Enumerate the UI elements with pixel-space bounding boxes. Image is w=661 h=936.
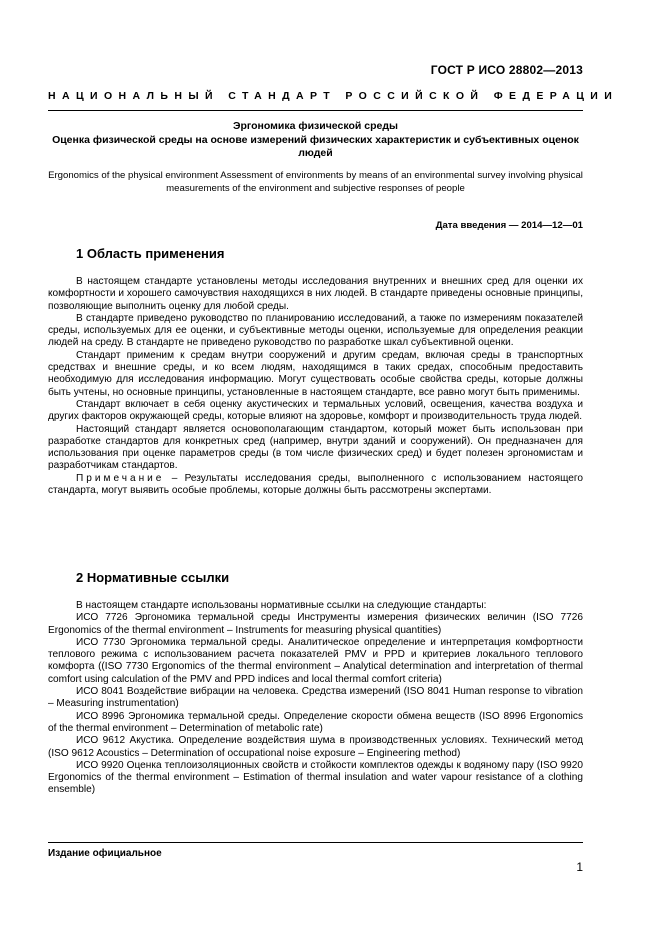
title-block	[48, 120, 583, 161]
paragraph: Настоящий стандарт является основополагающим стандартом, который может быть использован при разработке стандартов для конкретных сред (например, внутри зданий и сооружений). Он предназначен для использования при оценке параметров среды (в том числе физических сред) и будет полезен эргономистам и разработчикам стандартов.	[48, 423, 583, 472]
reference-item: ИСО 8041 Воздействие вибрации на человека. Средства измерений (ISO 8041 Human response to vibration – Measuring instrumentation)	[48, 686, 583, 710]
reference-item: ИСО 9612 Акустика. Определение воздействия шума в производственных условиях. Технический метод (ISO 9612 Acoustics – Determination of occupational noise exposure – Engineering method)	[48, 735, 583, 759]
introduction-date: Дата введения — 2014—12—01	[435, 220, 583, 231]
title-line-2: Оценка физической среды на основе измерений физических характеристик и субъективных оценок людей	[52, 133, 579, 159]
paragraph: В настоящем стандарте использованы нормативные ссылки на следующие стандарты:	[76, 600, 487, 611]
reference-item: ИСО 8996 Эргономика термальной среды. Определение скорости обмена веществ (ISO 8996 Ergonomics of the thermal environment – Determination of metabolic rate)	[48, 710, 583, 734]
title-english: Ergonomics of the physical environment Assessment of environments by means of an environmental survey involving physical measurements of the environment and subjective responses of people	[48, 170, 583, 194]
note-text: – Результаты исследования среды, выполненного с использованием настоящего стандарта, могут выявить особые проблемы, которые должны быть рассмотрены экспертами.	[48, 472, 583, 497]
page-number: 1	[576, 860, 583, 874]
document-code: ГОСТ Р ИСО 28802—2013	[430, 63, 583, 77]
header-rule	[48, 110, 583, 111]
section-2-heading: 2 Нормативные ссылки	[76, 570, 230, 585]
title-line-1: Эргономика физической среды	[233, 120, 398, 132]
paragraph: В настоящем стандарте установлены методы исследования внутренних и внешних сред для оценки их комфортности и хорошего самочувствия находящихся в них людей. В стандарте приведены основные принципы, позволяющие выполнить оценку для любой среды.	[48, 276, 583, 312]
paragraph: Стандарт включает в себя оценку акустических и термальных условий, освещения, качества воздуха и других факторов окружающей среды, которые влияют на здоровье, комфорт и производительность труда людей.	[48, 398, 583, 423]
paragraph: Стандарт применим к средам внутри сооружений и другим средам, включая среды в транспортных средствах и внешние среды, и ко всем людям, находящимся в таких средах, способным предоставить необходимую для исследования информацию. Могут существовать особые свойства среды, которые должны быть учтены, но основные принципы, установленные в настоящем стандарте, все равно могут быть применимы.	[48, 349, 583, 398]
national-standard-banner: НАЦИОНАЛЬНЫЙ СТАНДАРТ РОССИЙСКОЙ ФЕДЕРАЦИИ	[48, 90, 619, 102]
reference-item: ИСО 9920 Оценка теплоизоляционных свойств и стойкости комплектов одежды к водяному пару (ISO 9920 Ergonomics of the thermal environment – Estimation of thermal insulation and water vapour resistance of a clothing ensemble)	[48, 759, 583, 796]
reference-item: ИСО 7730 Эргономика термальной среды. Аналитическое определение и интерпретация комфортности теплового режима с использованием расчета показателей PMV и PPD и критериев локального теплового комфорта ((ISO 7730 Ergonomics of the thermal environment – Analytical determination and interpretation of thermal comfort using calculation of the PMV and PPD indices and local thermal comfort criteria)	[48, 636, 583, 685]
note-paragraph	[48, 473, 583, 498]
section-1-heading: 1 Область применения	[76, 246, 225, 261]
section-2-body	[48, 600, 583, 797]
footer-rule	[48, 842, 583, 843]
paragraph: В стандарте приведено руководство по планированию исследований, а также по измерениям показателей среды, используемых для ее оценки, и субъективные методы оценки, используемые для определения реакции людей на среду. В стандарте не приведено руководство по разработке шкал субъективной оценки.	[48, 312, 583, 349]
reference-item: ИСО 7726 Эргономика термальной среды Инструменты измерения физических величин (ISO 7726 Ergonomics of the thermal environment – Instruments for measuring physical quantities)	[48, 612, 583, 636]
section-1-body	[48, 276, 583, 497]
edition-label: Издание официальное	[48, 848, 162, 859]
note-label: Примечание	[76, 472, 165, 484]
